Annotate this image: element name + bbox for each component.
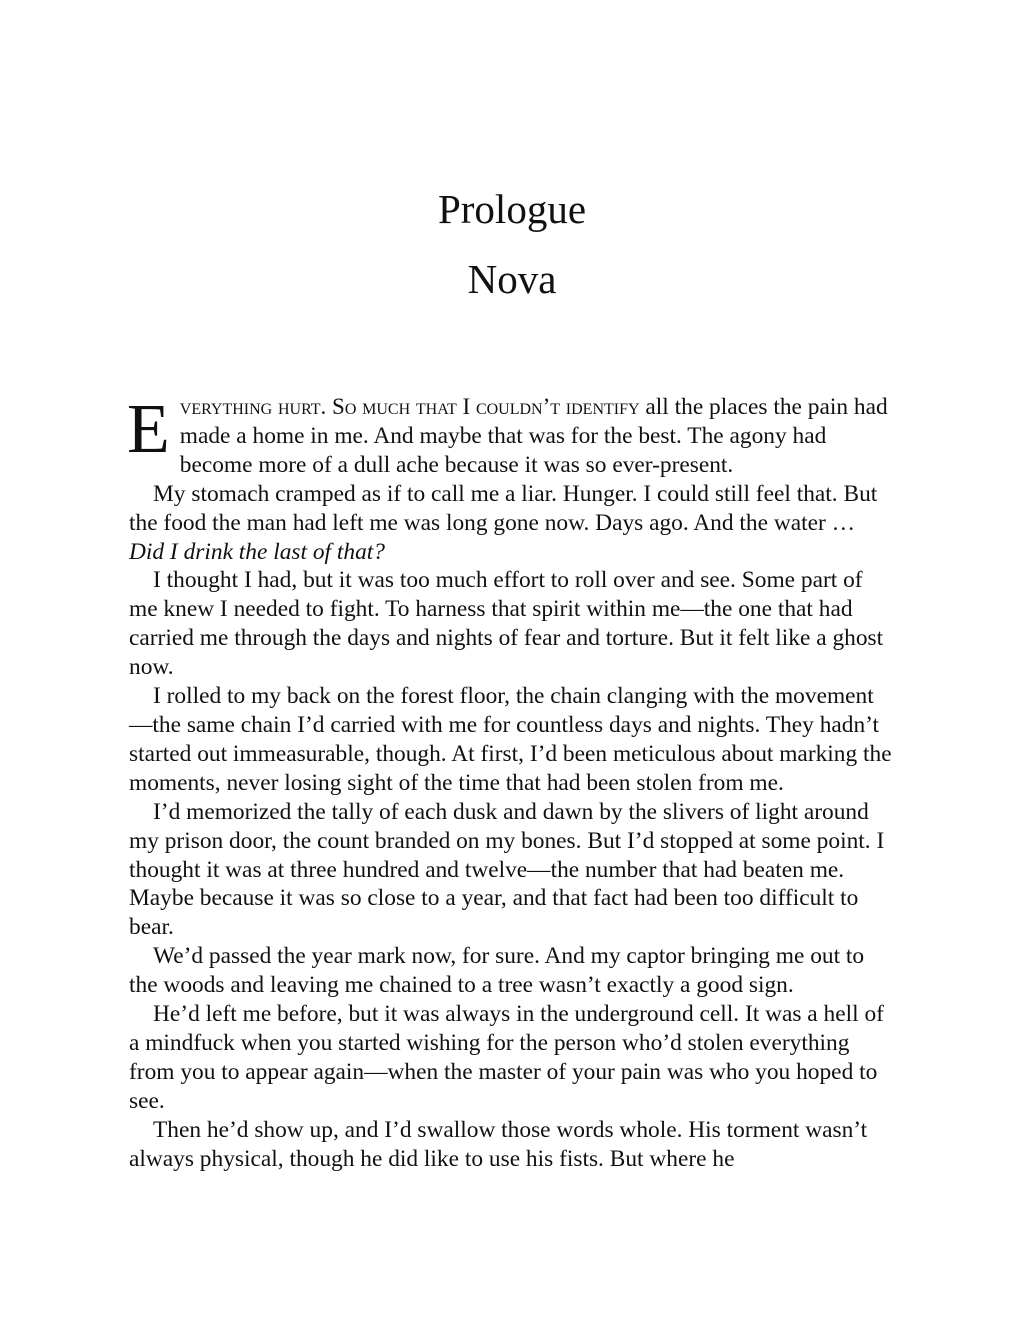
paragraph-4: I rolled to my back on the forest floor, the chain clanging with the movement—the same chain I’d carried with me for countless days and nights. They hadn’t started out immeasurable, though. At first, I’d been meticulous about marking the moments, never losing sight of the time that had been stolen from me. [129, 683, 892, 796]
paragraph-5: I’d memorized the tally of each dusk and dawn by the slivers of light around my prison door, the count branded on my bones. But I’d stopped at some point. I thought it was at three hundred and twelve—the number that had beaten me. Maybe because it was so close to a year, and that fact had been too difficult to bear. [129, 798, 885, 941]
paragraph-3: I thought I had, but it was too much effort to roll over and see. Some part of me knew I needed to fight. To harness that spirit within me—the one that had carried me through the days and nights of fear and torture. But it felt like a ghost now. [129, 567, 884, 681]
paragraph-2-text: My stomach cramped as if to call me a liar. Hunger. I could still feel that. But the food the man had left me was long gone now. Days ago. And the water … [129, 480, 878, 536]
italic-thought: Did I drink the last of that? [129, 538, 385, 565]
paragraph-2 [129, 480, 894, 567]
chapter-body [129, 393, 894, 1173]
paragraph-7: He’d left me before, but it was always in the underground cell. It was a hell of a mindfuck when you started wishing for the person who’d stolen everything from you to appear again—when the master of your pain was who you hoped to see. [129, 1001, 884, 1114]
opening-small-caps: verything hurt. So much that I couldn’t identify [179, 394, 640, 419]
chapter-subtitle: Nova [467, 256, 557, 302]
paragraph-6: We’d passed the year mark now, for sure. And my captor bringing me out to the woods and leaving me chained to a tree wasn’t exactly a good sign. [129, 943, 865, 999]
drop-cap: E [127, 391, 170, 468]
paragraph-1-text: all the places the pain had made a home in me. And maybe that was for the best. The agony had become more of a dull ache because it was so ever-present. [179, 394, 888, 478]
paragraph-1 [129, 393, 894, 480]
paragraph-8: Then he’d show up, and I’d swallow those words whole. His torment wasn’t always physical, though he did like to use his fists. But where he [129, 1116, 868, 1172]
chapter-title: Prologue [437, 186, 587, 232]
